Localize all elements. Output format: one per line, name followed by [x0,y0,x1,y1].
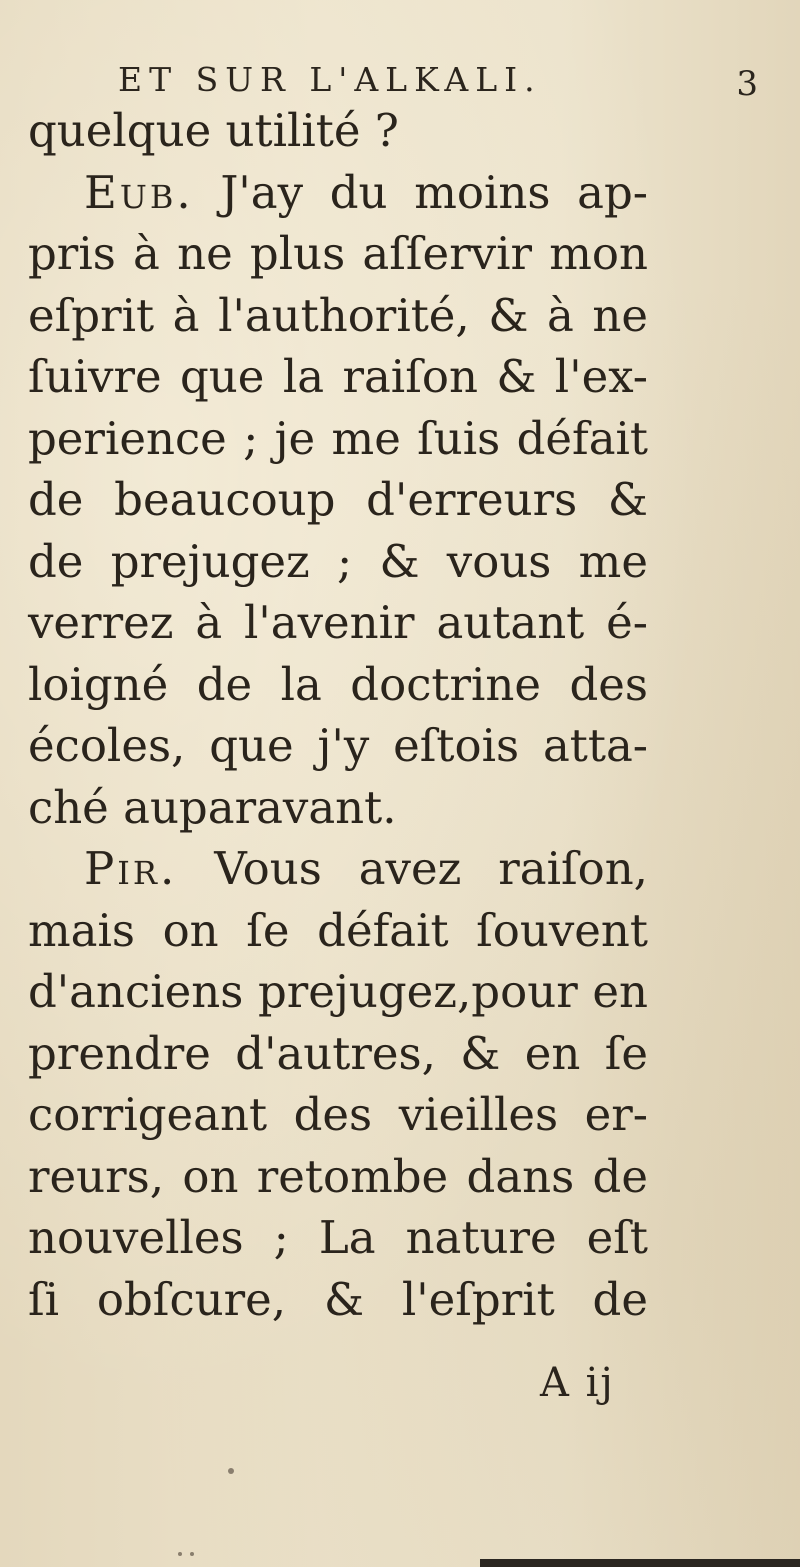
text-line: d'anciens prejugez,pour en [28,965,648,1018]
text-line: écoles, que j'y eſtois atta- [28,719,648,772]
ink-speck [228,1468,234,1474]
ink-speck [190,1552,194,1556]
speaker-name: Pir. [84,842,178,895]
text-line: loigné de la doctrine des [28,657,648,711]
page-number: 3 [736,64,758,104]
speaker-name: Eub. [84,165,194,219]
text-line: de prejugez ; & vous me [28,534,648,588]
text-line: ſi obſcure, & l'eſprit de [28,1272,648,1326]
page-edge-shadow [480,1559,800,1567]
text-line: Pir. Vous avez raiſon, [84,842,648,895]
text-line: perience ; je me ſuis défait [28,411,648,465]
text-line: nouvelles ; La nature eſt [28,1211,648,1264]
text-line: quelque utilité ? [28,104,399,157]
text-line: mais on ſe défait ſouvent [28,903,648,957]
text-line: pris à ne plus aſſervir mon [28,227,648,280]
text-line: de beaucoup d'erreurs & [28,473,648,526]
text-line: Eub. J'ay du moins ap- [84,165,648,219]
text-line: reurs, on retombe dans de [28,1149,648,1203]
running-title: ET SUR L'ALKALI. [118,60,542,99]
text-line: prendre d'autres, & en ſe [28,1026,648,1080]
signature-mark: A ij [540,1360,615,1406]
body-text [28,100,648,1330]
text-line: ché auparavant. [28,780,397,834]
text-line: eſprit à l'authorité, & à ne [28,288,648,342]
text-line: ſuivre que la raiſon & l'ex- [28,350,648,403]
ink-speck [178,1552,182,1556]
text-line: corrigeant des vieilles er- [28,1088,648,1141]
text-line: verrez à l'avenir autant é- [28,596,648,649]
